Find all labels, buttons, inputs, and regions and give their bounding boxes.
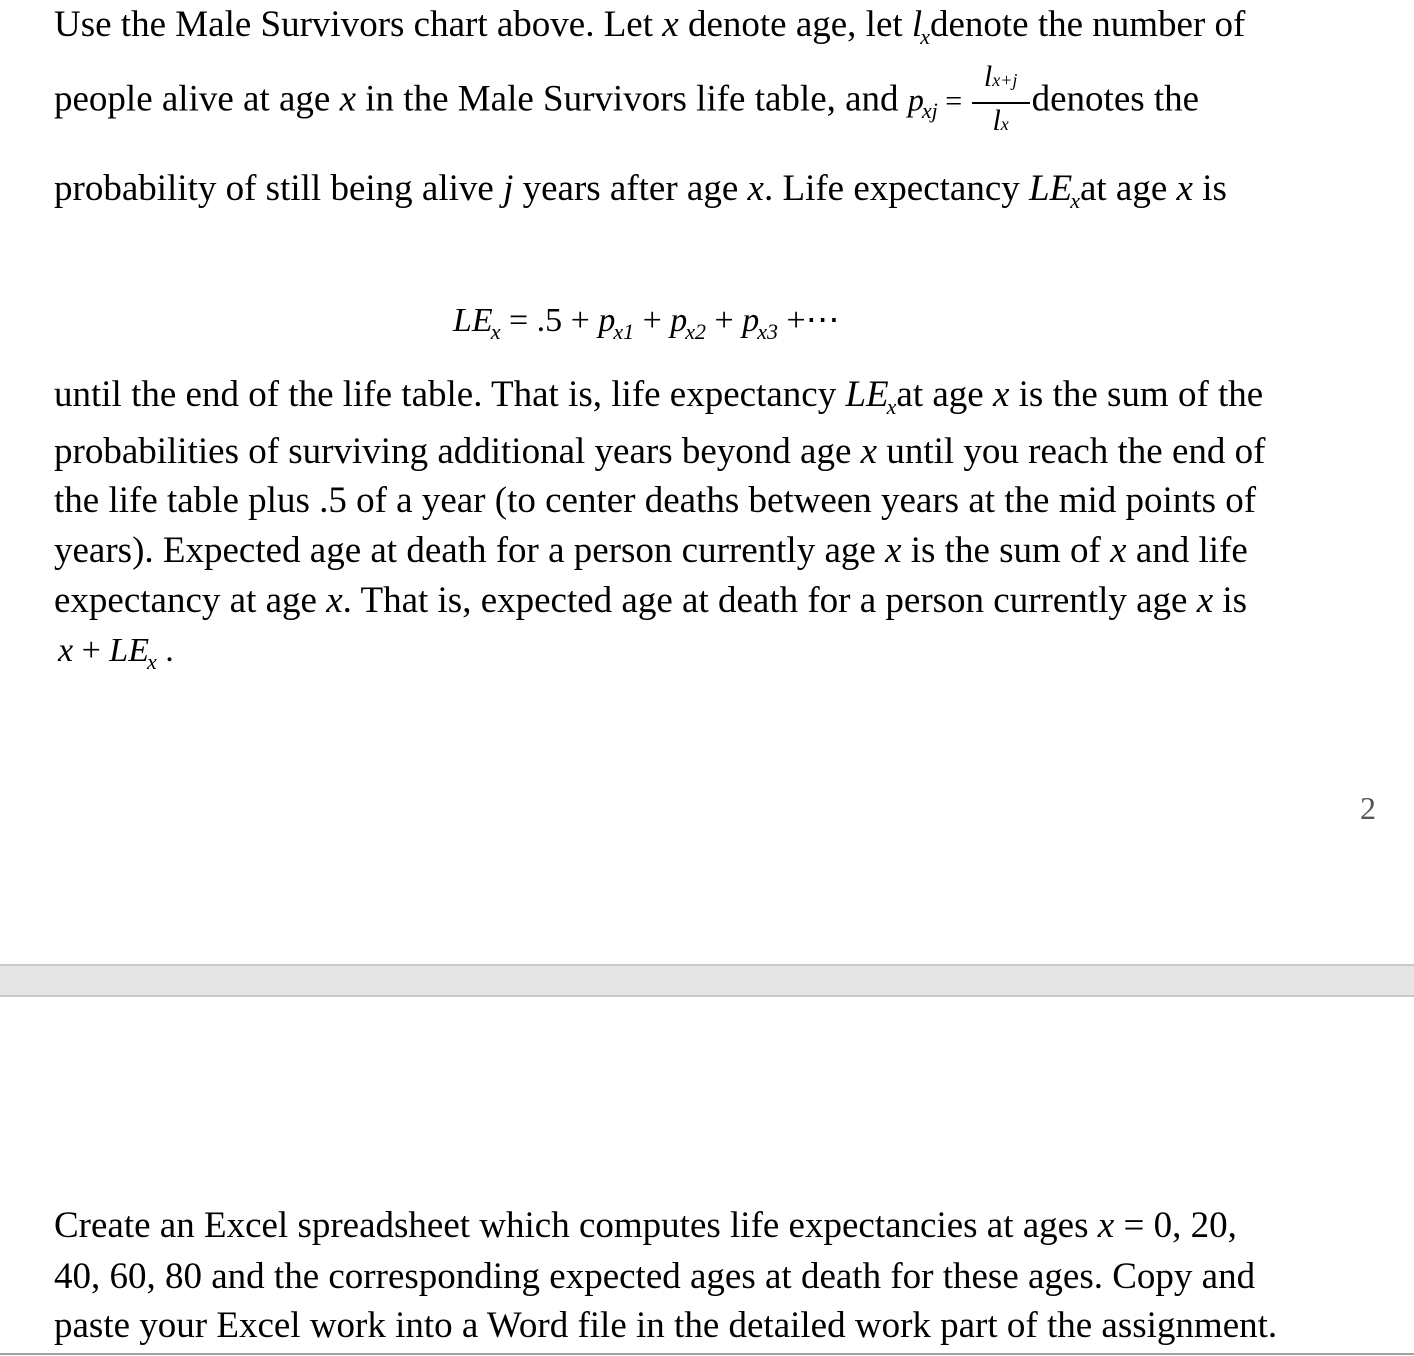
- fraction-numerator: [970, 62, 1032, 92]
- text: until you reach the end of: [877, 431, 1266, 472]
- text: +⋯: [777, 302, 840, 339]
- subscript: x: [1070, 188, 1080, 213]
- text: +: [634, 302, 671, 339]
- var-p: p: [598, 302, 616, 339]
- subscript: x: [1000, 114, 1009, 134]
- var-l: l: [911, 4, 923, 45]
- var-p: p: [670, 302, 688, 339]
- para2-line1: [54, 374, 1264, 419]
- subscript: x1: [613, 319, 635, 344]
- page2-line1: [54, 1207, 1237, 1244]
- text: expectancy at age: [54, 580, 327, 621]
- text: = .5 +: [500, 302, 599, 339]
- page-separator: [0, 964, 1414, 997]
- var-x: x: [860, 431, 878, 472]
- subscript: x2: [685, 319, 707, 344]
- para2-line4: [54, 532, 1248, 569]
- page2-line3: paste your Excel work into a Word file in the detailed work part of the assignment.: [54, 1305, 1278, 1346]
- var-x: x: [58, 632, 74, 669]
- text: probability of still being alive: [54, 168, 504, 209]
- text: years after age: [513, 168, 748, 209]
- text: in the Male Survivors life table, and: [356, 78, 908, 120]
- page2-line2: 40, 60, 80 and the corresponding expected ages at death for these ages. Copy and: [54, 1256, 1256, 1297]
- text: Use the Male Survivors chart above. Let: [54, 4, 663, 45]
- text: people alive at age: [54, 78, 340, 120]
- text: denote age, let: [678, 4, 912, 45]
- var-j: j: [503, 168, 514, 209]
- para1-line2: [54, 62, 1199, 142]
- subscript: x: [490, 319, 501, 344]
- subscript: x+j: [992, 70, 1018, 90]
- var-x: x: [885, 530, 902, 571]
- text: until the end of the life table. That is, life expectancy: [54, 374, 846, 415]
- var-x: x: [339, 78, 357, 120]
- var-x: x: [326, 580, 343, 621]
- var-le: LE: [1029, 168, 1073, 209]
- subscript: xj: [921, 98, 938, 124]
- survival-fraction: [970, 62, 1032, 142]
- subscript: x3: [757, 319, 778, 344]
- text: .: [156, 632, 174, 669]
- var-p: p: [907, 81, 924, 118]
- page-number: 2: [1360, 790, 1376, 826]
- text: Create an Excel spreadsheet which computes life expectancies at ages: [54, 1205, 1098, 1246]
- var-x: x: [1110, 530, 1127, 571]
- para2-line2: [54, 433, 1265, 470]
- document-page-2: [0, 997, 1414, 1356]
- text: at age: [896, 374, 993, 415]
- var-x: x: [662, 4, 679, 45]
- para1-line1: [54, 4, 1246, 49]
- para2-line3: the life table plus .5 of a year (to center deaths between years at the mid points of: [54, 480, 1257, 521]
- var-x: x: [1196, 580, 1214, 621]
- var-l: l: [983, 60, 993, 93]
- text: is: [1213, 580, 1248, 621]
- var-x: x: [747, 168, 764, 209]
- text: = 0, 20,: [1114, 1205, 1237, 1246]
- var-l: l: [992, 104, 1001, 137]
- var-x: x: [1176, 168, 1193, 209]
- equals-sign: =: [937, 84, 970, 118]
- life-expectancy-equation: [453, 300, 840, 344]
- para2-line6: [58, 632, 174, 674]
- text: denotes the: [1031, 78, 1200, 120]
- text: +: [706, 302, 743, 339]
- text: . That is, expected age at death for a person currently age: [342, 580, 1197, 621]
- text: and life: [1126, 530, 1248, 571]
- text: is: [1192, 168, 1227, 209]
- para1-line3: [54, 168, 1227, 213]
- var-le: LE: [453, 302, 493, 339]
- text: denote the number of: [929, 4, 1246, 45]
- text: +: [73, 632, 110, 669]
- subscript: x: [920, 24, 930, 49]
- var-x: x: [1097, 1205, 1115, 1246]
- text: probabilities of surviving additional years beyond age: [54, 431, 861, 472]
- para2-line5: [54, 582, 1247, 619]
- var-le: LE: [109, 632, 149, 669]
- var-x: x: [992, 374, 1010, 415]
- var-le: LE: [845, 374, 889, 415]
- subscript: x: [886, 394, 897, 419]
- bottom-divider: [0, 1353, 1414, 1355]
- text: is the sum of the: [1009, 374, 1264, 415]
- text: at age: [1079, 168, 1177, 209]
- text: is the sum of: [901, 530, 1111, 571]
- var-p: p: [742, 302, 760, 339]
- text: years). Expected age at death for a person currently age: [54, 530, 886, 571]
- text: . Life expectancy: [763, 168, 1029, 209]
- fraction-denominator: [970, 106, 1032, 136]
- subscript: x: [146, 649, 157, 674]
